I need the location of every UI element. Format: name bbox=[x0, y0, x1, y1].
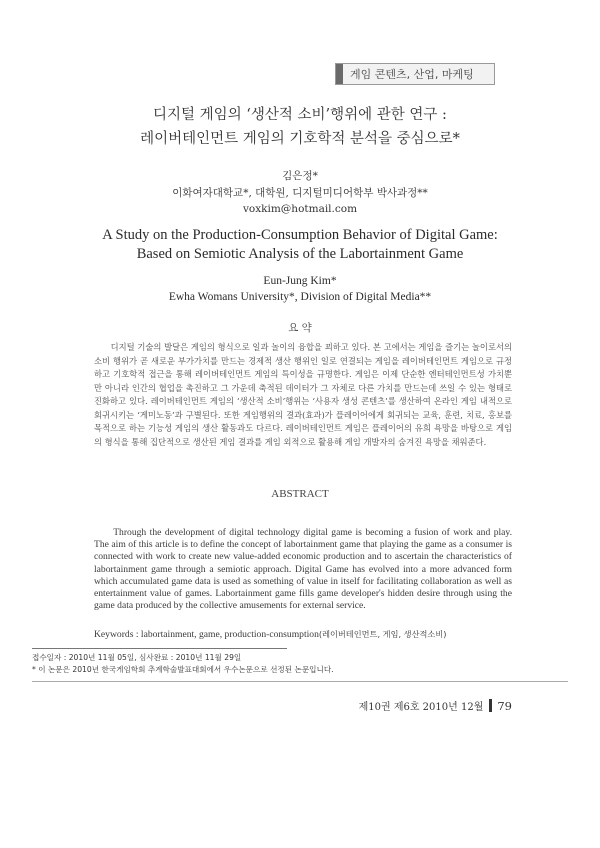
category-tag bbox=[335, 63, 495, 85]
author-email: voxkim@hotmail.com bbox=[242, 203, 358, 215]
english-author-block bbox=[0, 273, 600, 305]
korean-abstract bbox=[94, 341, 512, 449]
korean-title-line2: 레이버테인먼트 게임의 기호학적 분석을 중심으로* bbox=[140, 131, 460, 147]
english-author-affiliation: Ewha Womans University*, Division of Digital Media** bbox=[168, 291, 432, 303]
keywords-english: labortainment, game, production-consumption bbox=[140, 629, 319, 640]
keywords-label: Keywords : bbox=[94, 629, 139, 640]
english-abstract bbox=[94, 527, 512, 612]
footer-separator bbox=[489, 699, 492, 712]
korean-abstract-body: 디지털 기술의 발달은 게임의 형식으로 일과 놀이의 융합을 꾀하고 있다. 본 고에서는 게임을 즐기는 놀이로서의 소비 행위가 곧 새로운 부가가치를 만드는 경제적 생산 행위인 일로 연결되는 게임을 레이버테인먼트 게임으로 규정하고 기호학적 접근을 통해 레이버테인먼트 게임의 특이성을 규명한다. 게임은 이제 단순한 엔터테인먼트성 가치뿐만 아니라 인간의 협업을 촉진하고 그 가운데 축적된 데이터가 그 자체로 다른 가치를 만드는데 쓰일 수 있는 형태로 진화하고 있다. 레이버테인먼트 게임의 ‘생산적 소비’행위는 ‘사용자 생성 콘텐츠’를 생산하여 온라인 게임 내적으로 회귀시키는 ‘게미노동’과 구별된다. 또한 게임행위의 결과(효과)가 플레이어에게 회귀되는 교육, 훈련, 치료, 홍보를 목적으로 하는 기능성 게임의 생산 활동과도 다르다. 레이버테인먼트 게임은 플레이어의 유희 욕망을 바탕으로 게임의 형식을 통해 집단적으로 생산된 게임 결과를 게임 외적으로 활용해 게임 개발자의 숨겨진 욕망을 채워준다. bbox=[94, 342, 512, 447]
page-footer-divider bbox=[32, 681, 568, 682]
english-title-line1: A Study on the Production-Consumption Behavior of Digital Game: bbox=[102, 227, 498, 243]
korean-author-affiliation: 이화여자대학교*, 대학원, 디지털미디어학부 박사과정** bbox=[172, 186, 428, 199]
korean-abstract-heading: 요 약 bbox=[288, 322, 312, 334]
received-dates: 접수일자 : 2010년 11월 05일, 심사완료 : 2010년 11월 29일 bbox=[32, 653, 242, 662]
category-label: 게임 콘텐츠, 산업, 마케팅 bbox=[350, 68, 474, 81]
issue-info: 제10권 제6호 2010년 12월 bbox=[358, 702, 484, 713]
korean-author-name: 김은정* bbox=[282, 170, 318, 182]
english-abstract-heading: ABSTRACT bbox=[271, 488, 329, 500]
korean-title-line1: 디지털 게임의 ‘생산적 소비’행위에 관한 연구 : bbox=[153, 107, 447, 123]
english-abstract-body: Through the development of digital technology digital game is becoming a fusion of work and play. The aim of this article is to define the concept of labortainment game that playing the game as a consumer is connected with work to create new value-added economic production and to ascertain the characteristics of labortainment game through a semiotic approach. Digital Game has evolved into a more advanced form which accumulated game data is used as something of value in itself for facilitating collaboration as well as entertainment value of games. Labortainment game fills game developer's hidden desire through using the game data produced by the collective amusements for external service. bbox=[94, 527, 512, 612]
footnote-divider bbox=[32, 648, 287, 649]
korean-title bbox=[0, 103, 600, 151]
category-tag-bar bbox=[336, 64, 343, 84]
english-author-name: Eun-Jung Kim* bbox=[263, 275, 337, 287]
keywords-korean: (레이버테인먼트, 게임, 생산적소비) bbox=[318, 629, 447, 639]
korean-author-block bbox=[0, 168, 600, 218]
english-title-line2: Based on Semiotic Analysis of the Labortainment Game bbox=[136, 246, 464, 262]
english-title bbox=[0, 226, 600, 264]
footnotes bbox=[32, 652, 334, 675]
page-number: 79 bbox=[497, 698, 512, 713]
award-note: * 이 논문은 2010년 한국게임학회 추계학술발표대회에서 우수논문으로 선정된 논문입니다. bbox=[32, 664, 334, 674]
page-footer bbox=[359, 698, 512, 713]
keywords-line bbox=[94, 629, 514, 640]
